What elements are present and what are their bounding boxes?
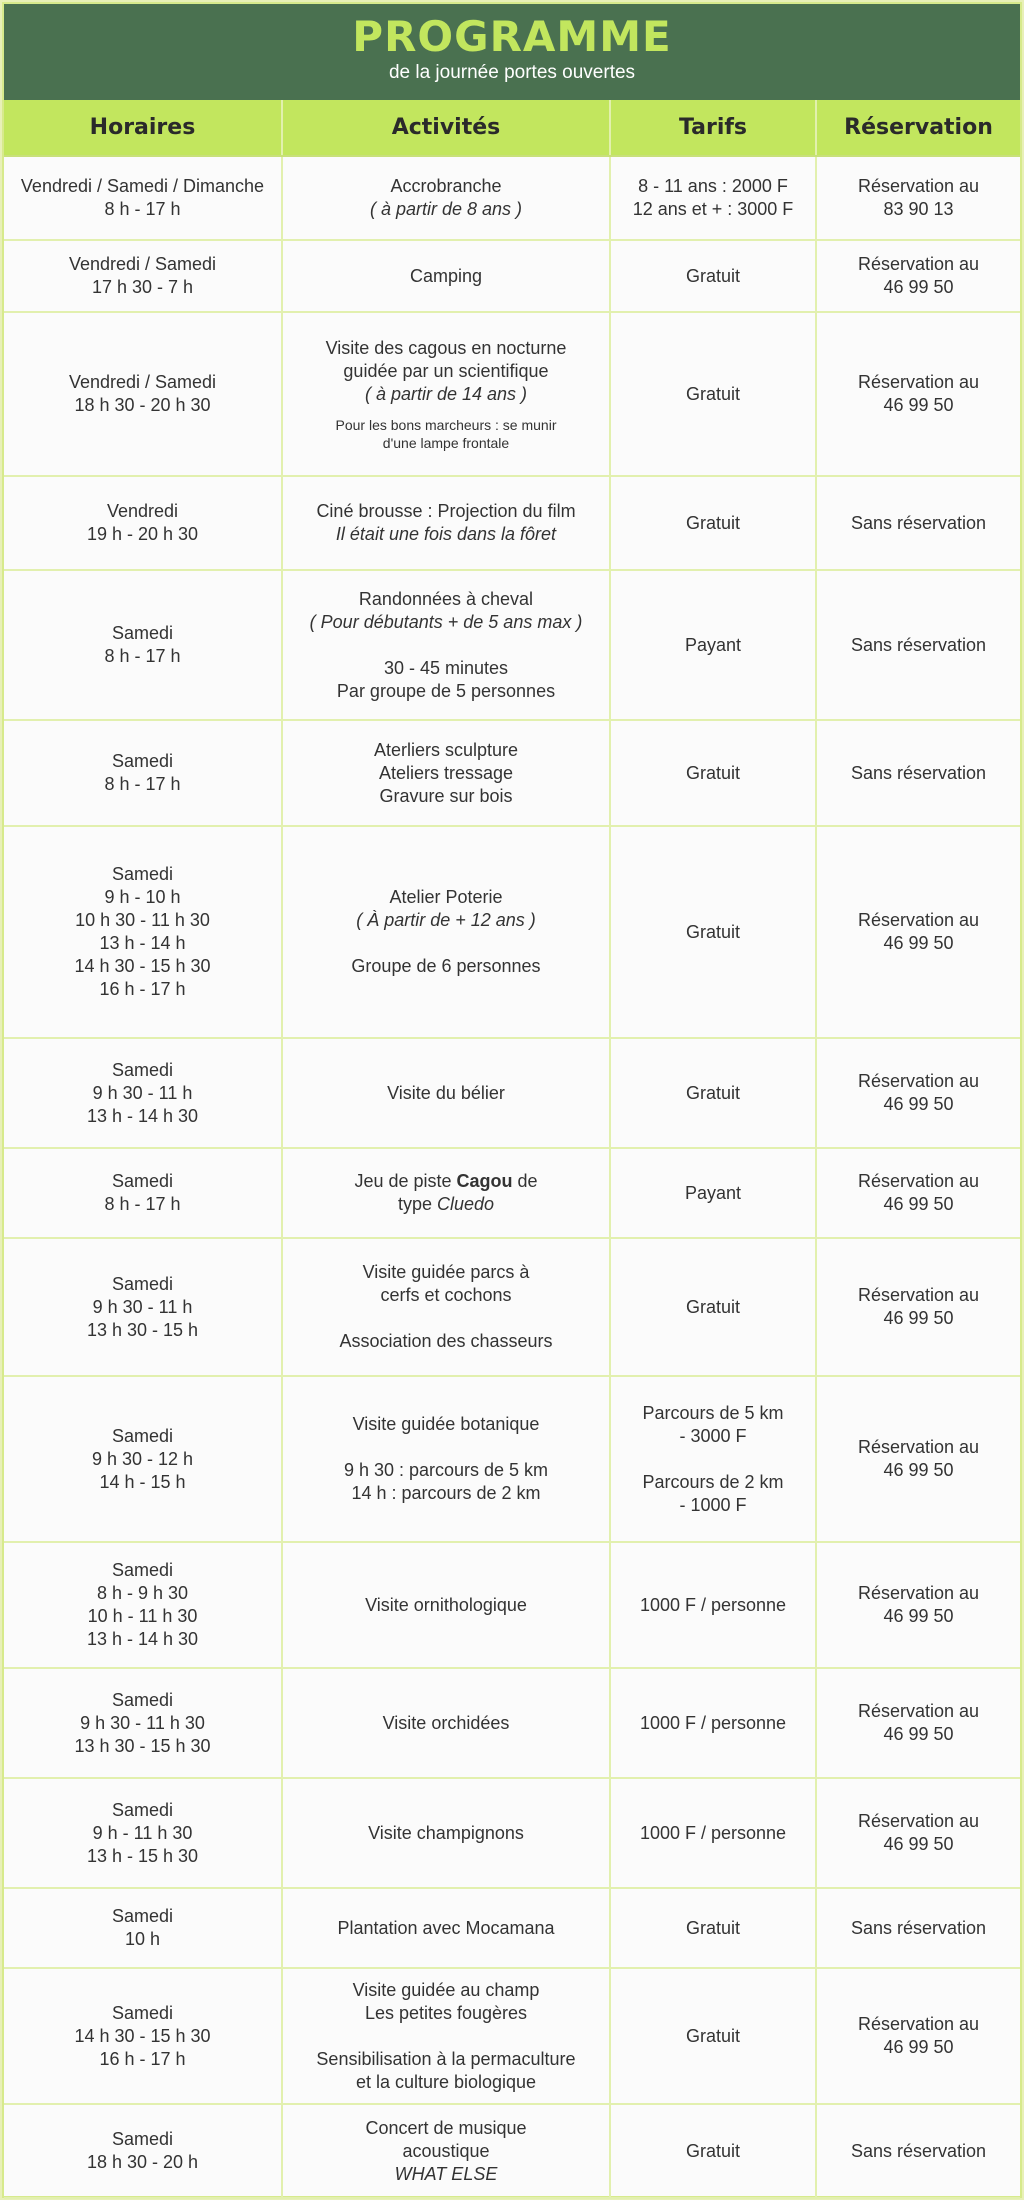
reservation-cell-line: 83 90 13	[883, 199, 954, 219]
activite-cell	[282, 826, 610, 1038]
activite-line: Atelier Poterie	[389, 887, 503, 907]
tarifs-cell-line: 1000 F / personne	[639, 1822, 787, 1843]
tarifs-cell-line: 1000 F / personne	[639, 1712, 787, 1733]
reservation-cell	[816, 1376, 1020, 1542]
horaires-cell-line: Samedi	[111, 623, 174, 643]
reservation-cell	[816, 570, 1020, 720]
activite-line: acoustique	[402, 2140, 490, 2161]
horaires-cell	[4, 826, 282, 1038]
horaires-cell-line: Samedi	[111, 1799, 174, 1820]
reservation-cell-line: Sans réservation	[850, 762, 987, 783]
horaires-cell-line: Samedi	[111, 1906, 174, 1926]
table-row	[4, 1888, 1020, 1968]
activite-cell	[282, 2104, 610, 2198]
reservation-cell	[816, 2104, 1020, 2198]
tarifs-cell-line: - 3000 F	[679, 1425, 747, 1446]
horaires-cell-line: 18 h 30 - 20 h 30	[74, 395, 211, 415]
activite-cell	[282, 1238, 610, 1376]
reservation-cell-line: Réservation au	[857, 1285, 980, 1305]
reservation-cell-line: Sans réservation	[850, 512, 987, 533]
tarifs-cell	[610, 570, 816, 720]
reservation-cell	[816, 1888, 1020, 1968]
reservation-cell-line: Réservation au	[857, 372, 980, 392]
column-header-activites: Activités	[282, 100, 610, 156]
activite-line: Accrobranche	[390, 176, 502, 196]
horaires-cell-line: Samedi	[111, 2002, 174, 2023]
reservation-cell	[816, 156, 1020, 240]
horaires-cell-line: 18 h 30 - 20 h	[86, 2152, 199, 2172]
horaires-cell-line: 17 h 30 - 7 h	[91, 277, 194, 297]
reservation-cell	[816, 1038, 1020, 1148]
horaires-cell	[4, 2104, 282, 2198]
horaires-cell-line: Samedi	[111, 864, 174, 884]
activite-cell	[282, 1968, 610, 2104]
page-subtitle: de la journée portes ouvertes	[388, 62, 636, 83]
activite-cell	[282, 1148, 610, 1238]
horaires-cell-line: 14 h 30 - 15 h 30	[74, 956, 211, 976]
reservation-cell	[816, 720, 1020, 826]
horaires-cell	[4, 312, 282, 476]
activite-line	[289, 1193, 603, 1216]
activite-line: Visite ornithologique	[365, 1594, 527, 1615]
reservation-cell-line: 46 99 50	[883, 1834, 954, 1854]
horaires-cell	[4, 1238, 282, 1376]
reservation-cell-line: Sans réservation	[850, 2140, 987, 2161]
reservation-cell	[816, 1668, 1020, 1778]
activite-cell	[282, 240, 610, 312]
activite-line: Association des chasseurs	[339, 1331, 553, 1351]
tarifs-cell	[610, 826, 816, 1038]
horaires-cell-line: Samedi	[111, 1425, 174, 1446]
activite-line: Les petites fougères	[364, 2002, 528, 2023]
horaires-cell-line: 8 h - 17 h	[104, 774, 181, 794]
horaires-cell-line: 9 h - 11 h 30	[92, 1822, 193, 1843]
reservation-cell-line: Réservation au	[857, 176, 980, 196]
activite-line: Plantation avec Mocamana	[337, 1917, 555, 1938]
reservation-cell-line: 46 99 50	[883, 933, 954, 953]
horaires-cell	[4, 1888, 282, 1968]
activite-cell	[282, 476, 610, 570]
reservation-cell	[816, 826, 1020, 1038]
activite-cell	[282, 1668, 610, 1778]
activite-cell	[282, 1038, 610, 1148]
reservation-cell-line: Réservation au	[857, 1071, 980, 1091]
tarifs-cell	[610, 1778, 816, 1888]
activite-spacer	[289, 406, 603, 416]
tarifs-cell-line: 1000 F / personne	[639, 1594, 787, 1615]
table-row	[4, 2104, 1020, 2198]
activite-line: Aterliers sculpture	[373, 739, 519, 760]
tarifs-cell	[610, 240, 816, 312]
horaires-cell-line: Samedi	[111, 1689, 174, 1710]
reservation-cell-line: 46 99 50	[883, 1724, 954, 1744]
table-row	[4, 1038, 1020, 1148]
column-header-reservation: Réservation	[816, 100, 1020, 156]
horaires-cell-line: 8 h - 17 h	[104, 646, 181, 666]
activite-spacer	[289, 2025, 603, 2048]
reservation-cell-line: Réservation au	[857, 1701, 980, 1721]
reservation-cell-line: Réservation au	[857, 1583, 980, 1603]
activite-cell	[282, 1376, 610, 1542]
horaires-cell-line: 8 h - 17 h	[104, 199, 181, 219]
table-row	[4, 1376, 1020, 1542]
tarifs-cell-line: Gratuit	[685, 1917, 741, 1938]
tarifs-cell-line: Parcours de 2 km	[642, 1471, 784, 1492]
activite-line: guidée par un scientifique	[343, 360, 549, 381]
horaires-cell-line: 13 h - 14 h 30	[86, 1629, 199, 1649]
tarifs-cell-line: Gratuit	[685, 1082, 741, 1103]
programme-table	[4, 100, 1020, 2199]
tarifs-cell-line: Payant	[684, 1182, 742, 1203]
reservation-cell-line: 46 99 50	[883, 1606, 954, 1626]
table-row	[4, 1968, 1020, 2104]
activite-cell	[282, 1888, 610, 1968]
activite-fragment: Cagou	[456, 1171, 513, 1191]
horaires-cell-line: 10 h	[124, 1929, 161, 1949]
activite-line: Par groupe de 5 personnes	[336, 680, 556, 701]
activite-line: d'une lampe frontale	[382, 434, 510, 451]
horaires-cell-line: Samedi	[111, 1171, 174, 1191]
reservation-cell-line: 46 99 50	[883, 1094, 954, 1114]
horaires-cell	[4, 1148, 282, 1238]
reservation-cell-line: 46 99 50	[883, 395, 954, 415]
tarifs-cell	[610, 1376, 816, 1542]
tarifs-cell	[610, 156, 816, 240]
horaires-cell	[4, 720, 282, 826]
activite-cell	[282, 570, 610, 720]
reservation-cell-line: Réservation au	[857, 1437, 980, 1457]
table-row	[4, 476, 1020, 570]
tarifs-cell	[610, 1148, 816, 1238]
horaires-cell	[4, 1968, 282, 2104]
activite-line: Concert de musique	[365, 2117, 527, 2138]
horaires-cell-line: 16 h - 17 h	[99, 2048, 186, 2069]
activite-line: Visite guidée parcs à	[362, 1262, 530, 1282]
table-row	[4, 312, 1020, 476]
activite-line: Visite guidée au champ	[352, 1979, 540, 2000]
horaires-cell-line: Samedi	[111, 1273, 174, 1294]
table-row	[4, 1542, 1020, 1668]
tarifs-cell	[610, 2104, 816, 2198]
reservation-cell-line: Sans réservation	[850, 634, 987, 655]
tarifs-cell	[610, 1668, 816, 1778]
reservation-cell	[816, 240, 1020, 312]
reservation-cell-line: Sans réservation	[850, 1917, 987, 1938]
tarifs-cell	[610, 1542, 816, 1668]
tarifs-cell-line: Gratuit	[685, 512, 741, 533]
table-row	[4, 570, 1020, 720]
column-header-horaires: Horaires	[4, 100, 282, 156]
header-banner	[4, 4, 1020, 100]
reservation-cell-line: 46 99 50	[883, 2037, 954, 2057]
page-title: PROGRAMME	[352, 12, 672, 61]
horaires-cell-line: 13 h - 14 h 30	[86, 1105, 199, 1126]
horaires-cell-line: 19 h - 20 h 30	[86, 524, 199, 544]
activite-cell	[282, 1778, 610, 1888]
activite-line: Ciné brousse : Projection du film	[316, 501, 576, 521]
horaires-cell	[4, 476, 282, 570]
tarifs-cell-line: Gratuit	[685, 1296, 741, 1317]
table-header-row	[4, 100, 1020, 156]
horaires-cell	[4, 156, 282, 240]
horaires-cell-line: 14 h 30 - 15 h 30	[74, 2025, 211, 2046]
activite-fragment: de	[512, 1171, 538, 1191]
reservation-cell	[816, 1778, 1020, 1888]
horaires-cell-line: Samedi	[111, 751, 174, 771]
activite-line: Visite du bélier	[387, 1082, 505, 1103]
activite-spacer	[289, 1307, 603, 1330]
activite-line	[289, 1170, 603, 1193]
activite-cell	[282, 1542, 610, 1668]
horaires-cell-line: 13 h 30 - 15 h 30	[74, 1735, 211, 1756]
horaires-cell	[4, 1542, 282, 1668]
activite-line: Groupe de 6 personnes	[351, 956, 541, 976]
horaires-cell-line: 10 h 30 - 11 h 30	[75, 910, 210, 930]
reservation-cell-line: Réservation au	[857, 910, 980, 930]
tarifs-cell-line: Gratuit	[685, 921, 741, 942]
horaires-cell-line: 16 h - 17 h	[99, 979, 186, 999]
activite-line: Sensibilisation à la permaculture	[316, 2048, 576, 2069]
horaires-cell	[4, 1778, 282, 1888]
tarifs-cell-line: Gratuit	[685, 2140, 741, 2161]
column-header-tarifs: Tarifs	[610, 100, 816, 156]
activite-spacer	[289, 932, 603, 955]
horaires-cell-line: Vendredi / Samedi / Dimanche	[20, 176, 265, 196]
activite-fragment: Jeu de piste	[354, 1171, 457, 1191]
table-row	[4, 156, 1020, 240]
tarifs-cell	[610, 476, 816, 570]
horaires-cell-line: 13 h - 15 h 30	[86, 1845, 199, 1866]
tarifs-cell-line: Gratuit	[685, 265, 741, 286]
horaires-cell	[4, 1668, 282, 1778]
horaires-cell-line: 10 h - 11 h 30	[87, 1606, 198, 1626]
table-row	[4, 826, 1020, 1038]
horaires-cell-line: 9 h 30 - 12 h	[91, 1448, 194, 1469]
reservation-cell-line: 46 99 50	[883, 277, 954, 297]
horaires-cell-line: 9 h - 10 h	[104, 887, 181, 907]
horaires-cell	[4, 240, 282, 312]
reservation-cell-line: Réservation au	[857, 254, 980, 274]
activite-cell	[282, 156, 610, 240]
table-row	[4, 1148, 1020, 1238]
reservation-cell-line: Réservation au	[857, 2014, 980, 2034]
horaires-cell-line: Vendredi / Samedi	[68, 372, 217, 392]
reservation-cell-line: 46 99 50	[883, 1194, 954, 1214]
activite-line: ( à partir de 8 ans )	[369, 199, 523, 219]
table-row	[4, 240, 1020, 312]
activite-line: Ateliers tressage	[378, 762, 514, 783]
horaires-cell-line: Samedi	[111, 1560, 174, 1580]
tarifs-cell-line: - 1000 F	[679, 1494, 747, 1515]
activite-line: 30 - 45 minutes	[383, 657, 509, 678]
activite-line: Visite guidée botanique	[352, 1414, 540, 1434]
horaires-cell-line: 13 h 30 - 15 h	[86, 1319, 199, 1340]
tarifs-cell-line: Gratuit	[685, 2025, 741, 2046]
reservation-cell-line: Réservation au	[857, 1171, 980, 1191]
tarifs-cell-line: Payant	[684, 634, 742, 655]
tarifs-cell	[610, 312, 816, 476]
activite-line: ( Pour débutants + de 5 ans max )	[309, 611, 583, 632]
activite-line: Il était une fois dans la fôret	[335, 524, 557, 544]
activite-line: ( À partir de + 12 ans )	[356, 910, 536, 930]
activite-spacer	[289, 634, 603, 657]
reservation-cell	[816, 476, 1020, 570]
reservation-cell	[816, 1148, 1020, 1238]
horaires-cell-line: Samedi	[111, 1059, 174, 1080]
horaires-cell-line: Vendredi	[106, 501, 179, 521]
reservation-cell-line: 46 99 50	[883, 1308, 954, 1328]
activite-line: Visite des cagous en nocturne	[325, 337, 567, 358]
table-row	[4, 1668, 1020, 1778]
tarifs-cell-line: Gratuit	[685, 383, 741, 404]
horaires-cell-line: 9 h 30 - 11 h	[92, 1082, 193, 1103]
activite-line: et la culture biologique	[355, 2071, 537, 2092]
activite-line: ( à partir de 14 ans )	[364, 383, 528, 404]
table-row	[4, 720, 1020, 826]
table-row	[4, 1778, 1020, 1888]
horaires-cell	[4, 1376, 282, 1542]
tarifs-cell	[610, 1888, 816, 1968]
activite-cell	[282, 720, 610, 826]
horaires-cell	[4, 570, 282, 720]
activite-line: WHAT ELSE	[394, 2163, 498, 2184]
horaires-cell-line: 9 h 30 - 11 h 30	[80, 1712, 205, 1733]
activite-cell	[282, 312, 610, 476]
activite-line: Camping	[409, 265, 483, 286]
activite-line: Randonnées à cheval	[358, 588, 534, 609]
reservation-cell	[816, 1238, 1020, 1376]
activite-line: Visite champignons	[368, 1822, 524, 1843]
tarifs-cell-line: 8 - 11 ans : 2000 F	[638, 176, 788, 196]
reservation-cell-line: 46 99 50	[883, 1460, 954, 1480]
activite-line: 14 h : parcours de 2 km	[351, 1483, 541, 1503]
reservation-cell	[816, 1968, 1020, 2104]
programme-sheet	[2, 2, 1022, 2198]
tarifs-cell-line: Parcours de 5 km	[642, 1402, 784, 1423]
activite-line: Gravure sur bois	[379, 785, 513, 806]
reservation-cell	[816, 1542, 1020, 1668]
horaires-cell-line: 9 h 30 - 11 h	[92, 1296, 193, 1317]
horaires-cell-line: 8 h - 9 h 30	[96, 1583, 189, 1603]
horaires-cell	[4, 1038, 282, 1148]
horaires-cell-line: Vendredi / Samedi	[68, 254, 217, 274]
horaires-cell-line: 13 h - 14 h	[99, 933, 186, 953]
activite-spacer	[289, 1436, 603, 1459]
table-row	[4, 1238, 1020, 1376]
activite-line: Pour les bons marcheurs : se munir	[335, 416, 557, 433]
activite-line: Visite orchidées	[382, 1712, 510, 1733]
tarifs-cell-line	[617, 1448, 809, 1471]
activite-line: 9 h 30 : parcours de 5 km	[343, 1460, 549, 1480]
horaires-cell-line: 8 h - 17 h	[104, 1194, 181, 1214]
horaires-cell-line: 14 h - 15 h	[99, 1471, 186, 1492]
tarifs-cell-line: 12 ans et + : 3000 F	[632, 199, 794, 219]
activite-fragment: type	[397, 1194, 437, 1214]
reservation-cell	[816, 312, 1020, 476]
reservation-cell-line: Réservation au	[857, 1811, 980, 1831]
horaires-cell-line: Samedi	[111, 2129, 174, 2149]
tarifs-cell	[610, 1968, 816, 2104]
tarifs-cell	[610, 1038, 816, 1148]
tarifs-cell	[610, 1238, 816, 1376]
activite-line: cerfs et cochons	[380, 1285, 512, 1305]
tarifs-cell-line: Gratuit	[685, 762, 741, 783]
activite-fragment: Cluedo	[436, 1194, 495, 1214]
tarifs-cell	[610, 720, 816, 826]
